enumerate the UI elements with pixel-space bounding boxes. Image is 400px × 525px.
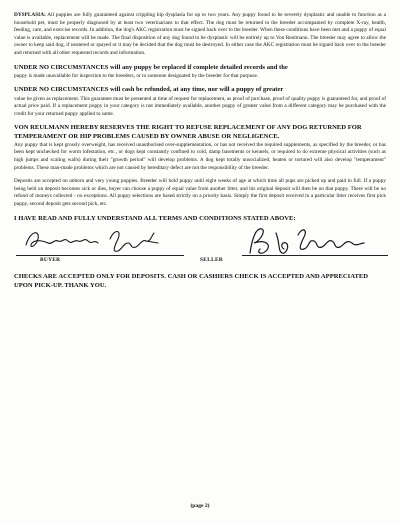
no-replacement-section	[14, 64, 386, 81]
buyer-signature-line	[16, 255, 184, 256]
page-number: (page 2)	[190, 503, 210, 509]
acknowledgement-statement: I HAVE READ AND FULLY UNDERSTAND ALL TERMS AND CONDITIONS STATED ABOVE:	[14, 214, 296, 222]
no-refund-section	[14, 86, 386, 118]
reserves-heading: VON REULMANN HEREBY RESERVES THE RIGHT TO REFUSE REPLACEMENT OF ANY DOG RETURNED FOR TEMPERAMENT OR HIP PROBLEMS CAUSED BY OWNER ABUSE OR NEGLIGENCE.	[14, 124, 362, 140]
seller-label: SELLER	[200, 257, 224, 264]
no-replacement-heading: UNDER NO CIRCUMSTANCES will any puppy be replaced if complete detailed records and the	[14, 63, 288, 71]
dysplasia-paragraph	[14, 12, 386, 58]
reserves-text: Any puppy that is kept grossly overweight, has received unauthorised over-supplementation, or has not received the required supplements, as specified by the breeder, or has been kept unchecked for worm infestation, etc., or dogs kept constantly confined to cold, damp basements or kennels, or required to do extreme physical activities (such as high jumps and scaling walls) during their "growth period" will develop problems. A dog kept totally unsocialized, beaten or tortured will also develop "temperament" problems. These man-made problems which are not caused by hereditary defect are not the responsibility of the breeder.	[14, 141, 386, 171]
dysplasia-text: All puppies are fully guaranteed against crippling hip dysplasia for up to two years. Any puppy found to be severely dysplastic and unable to function as a household pet, must be properly diagnosed by at least two veterinarians to that effect. The dog must be returned to the breeder accompanied by complete X-ray, health, feeding, care, and exercise records. In addition, the dog's AKC registration must be signed back over to the breeder. When these conditions have been met and a puppy of equal value is available, replacement will be made. The final disposition of any dog found to be dysplastic will be entirely up to Von Reulmann. The breeder may agree to allow the owner to keep said dog, if neutered or spayed or it may be decided that the dog must be destroyed. In either case the AKC registration must be signed back over to the breeder and returned with all other requested records and information.	[14, 12, 386, 56]
signature-block	[14, 225, 386, 267]
buyer-signature	[18, 225, 178, 255]
no-refund-text: value be given as replacement. This guarantee must be presented at time of request for replacement, as proof of purchase, proof of quality puppy is guaranteed for, and proof of actual price paid. If a replacement puppy in your category is not immediately available, another puppy of greater value from a different category may be purchased with the credit for your returned puppy applied to same.	[14, 95, 386, 117]
no-replacement-text: puppy is made unavailable for inspection to the breeders, or to someone designated by the breeder for that purpose.	[14, 72, 259, 79]
checks-notice: CHECKS ARE ACCEPTED ONLY FOR DEPOSITS. CASH OR CASHIERS CHECK IS ACCEPTED AND APPRECIATED UPON PICK-UP. THANK YOU.	[14, 273, 369, 289]
dysplasia-lead: DYSPLASIA:	[14, 12, 46, 18]
deposits-paragraph: Deposits are accepted on unborn and very young puppies. Breeder will hold puppy until eight weeks of age at which time all pups are picked up and paid in full. If a puppy being held on deposit becomes sick or dies, buyer can choose a puppy of equal value from another litter, and his original deposit will then be on that puppy. There will be no refund of moneys collected - no exceptions. All puppy selections are based strictly on a priority basis. Simply the first deposit received in a particular litter receives first pick puppy, second deposit gets second pick, etc.	[14, 178, 386, 207]
buyer-label: BUYER	[40, 257, 61, 264]
seller-signature	[236, 225, 386, 259]
reserves-section	[14, 124, 386, 172]
no-refund-heading: UNDER NO CIRCUMSTANCES will cash be refunded, at any time, nor will a puppy of greater	[14, 86, 284, 94]
seller-signature-line	[242, 255, 388, 256]
